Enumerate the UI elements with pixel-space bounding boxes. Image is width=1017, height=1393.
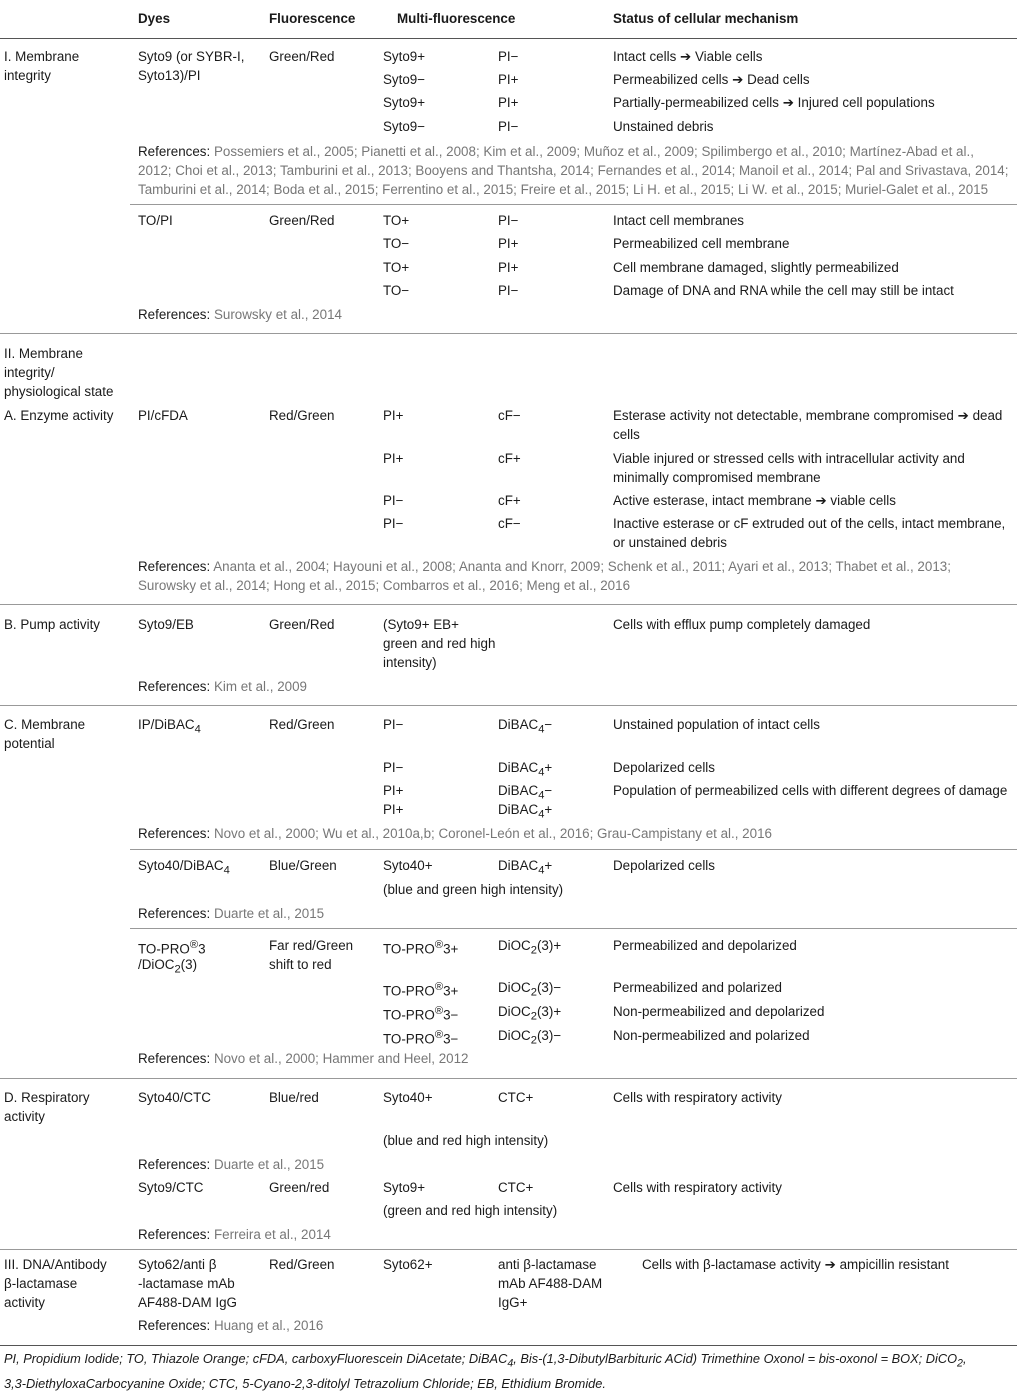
status-text: Depolarized cells <box>613 760 715 775</box>
status-text: Permeabilized cells ➔ Dead cells <box>613 72 810 87</box>
status-text: cells <box>613 427 640 442</box>
marker-b: PI+ <box>498 95 519 110</box>
category-label: physiological state <box>4 384 114 399</box>
status-text: Permeabilized cell membrane <box>613 236 790 251</box>
multi-fluorescence-value: green and red high <box>383 636 496 651</box>
references: Tamburini et al., 2014; Boda et al., 2015; Ferrentino et al., 2015; Freire et al., 2015; Li H. et al., 2015; Li W. et al., 2015; Muriel-Galet et al., 2015 <box>138 182 989 197</box>
section-rule <box>0 1078 1017 1079</box>
arrow-icon: ➔ <box>782 95 794 110</box>
dye-label: IP/DiBAC$_4$ <box>138 717 201 736</box>
status-text: Viable injured or stressed cells with intracellular activity and <box>613 451 965 466</box>
marker-b: PI+ <box>498 72 519 87</box>
marker-a: TO-PRO®3− <box>383 1029 459 1047</box>
status-text: Depolarized cells <box>613 858 715 873</box>
dye-label: TO/PI <box>138 213 173 228</box>
dye-label: Syto13)/PI <box>138 68 201 83</box>
footnote <box>4 1349 1014 1393</box>
footnote-line: 3,3-DiethyloxaCarbocyanine Oxide; CTC, 5-Cyano-2,3-ditolyl Tetrazolium Chloride; EB, Ethidium Bromide. <box>4 1375 606 1391</box>
status-text: Cells with efflux pump completely damaged <box>613 617 871 632</box>
arrow-icon: ➔ <box>732 72 744 87</box>
arrow-icon: ➔ <box>815 493 827 508</box>
marker-b: cF− <box>498 408 521 423</box>
marker-b: DiBAC$_4$− <box>498 783 553 802</box>
dye-label: Syto62/anti β <box>138 1257 217 1272</box>
header-rule <box>0 38 1017 39</box>
references: References: Novo et al., 2000; Hammer and Heel, 2012 <box>138 1051 469 1066</box>
status-text: Unstained population of intact cells <box>613 717 820 732</box>
header-multi-fluorescence: Multi-fluorescence <box>397 11 516 26</box>
section-rule <box>0 1249 1017 1250</box>
marker-a: Syto9+ <box>383 49 426 64</box>
dye-label: Syto9/EB <box>138 617 194 632</box>
marker-b: PI+ <box>498 236 519 251</box>
header-dyes: Dyes <box>138 11 171 26</box>
group-rule <box>130 928 1017 929</box>
table-bottom-rule <box>0 1345 1017 1346</box>
references: References: Ananta et al., 2004; Hayouni et al., 2008; Ananta and Knorr, 2009; Schenk et al., 2011; Ayari et al., 2013; Thabet et al., 2013; <box>138 559 951 574</box>
dye-label: PI/cFDA <box>138 408 188 423</box>
multi-fluorescence-note: (blue and green high intensity) <box>383 882 564 897</box>
fluorescence-value: Green/Red <box>269 49 335 64</box>
section-rule <box>0 705 1017 706</box>
category-label: β-lactamase <box>4 1276 78 1291</box>
multi-fluorescence-value: intensity) <box>383 655 437 670</box>
marker-a: Syto40+ <box>383 858 433 873</box>
status-text: Cells with respiratory activity <box>613 1180 782 1195</box>
marker-a: PI− <box>383 717 404 732</box>
status-text: Non-permeabilized and depolarized <box>613 1004 825 1019</box>
marker-b: DiBAC$_4$+ <box>498 802 553 821</box>
marker-a: Syto9+ <box>383 95 426 110</box>
marker-b: cF+ <box>498 451 521 466</box>
section-rule <box>0 604 1017 605</box>
marker-a: Syto62+ <box>383 1257 433 1272</box>
marker-b: CTC+ <box>498 1090 534 1105</box>
status-text: Permeabilized and depolarized <box>613 938 797 953</box>
status-text: Intact cells ➔ Viable cells <box>613 49 763 64</box>
footnote-line: PI, Propidium Iodide; TO, Thiazole Orange; cFDA, carboxyFluorescein DiAcetate; DiBAC$_4$, Bis-(1,3-DibutylBarbituric ACid) Trimethine Oxonol = bis-oxonol = BOX; DiCO$_2$, <box>4 1351 967 1370</box>
status-text: Intact cell membranes <box>613 213 744 228</box>
dye-label: Syto9/CTC <box>138 1180 204 1195</box>
arrow-icon: ➔ <box>824 1257 836 1272</box>
marker-a: Syto40+ <box>383 1090 433 1105</box>
status-text: Damage of DNA and RNA while the cell may still be intact <box>613 283 954 298</box>
references: References: Possemiers et al., 2005; Pianetti et al., 2008; Kim et al., 2009; Muñoz et al., 2009; Spilimbergo et al., 2010; Martínez-Abad et al., <box>138 144 974 159</box>
subcategory-label: A. Enzyme activity <box>4 408 114 423</box>
category-label: integrity <box>4 68 51 83</box>
status-text: Active esterase, intact membrane ➔ viable cells <box>613 493 896 508</box>
category-label: I. Membrane <box>4 49 80 64</box>
section-rule <box>0 333 1017 334</box>
status-text: Population of permeabilized cells with different degrees of damage <box>613 783 1008 798</box>
references: References: Kim et al., 2009 <box>138 679 307 694</box>
marker-a: TO-PRO®3− <box>383 1005 459 1023</box>
status-text: Cells with respiratory activity <box>613 1090 782 1105</box>
multi-fluorescence-note: (green and red high intensity) <box>383 1203 558 1218</box>
marker-b: DiBAC$_4$+ <box>498 760 553 779</box>
dye-label: TO-PRO®3 <box>138 939 206 957</box>
status-text: Partially-permeabilized cells ➔ Injured cell populations <box>613 95 935 110</box>
marker-a: PI− <box>383 760 404 775</box>
references: References: Duarte et al., 2015 <box>138 906 325 921</box>
marker-a: PI+ <box>383 451 404 466</box>
references: References: Surowsky et al., 2014 <box>138 307 342 322</box>
marker-b: DiOC$_2$(3)+ <box>498 1004 562 1023</box>
marker-b: DiOC$_2$(3)− <box>498 980 562 999</box>
references: References: Duarte et al., 2015 <box>138 1157 325 1172</box>
marker-b: cF+ <box>498 493 521 508</box>
group-rule <box>130 849 1017 850</box>
marker-a: PI+ <box>383 408 404 423</box>
fluorescence-value: Far red/Green <box>269 938 354 953</box>
marker-b: DiOC$_2$(3)− <box>498 1028 562 1047</box>
marker-b: mAb AF488-DAM <box>498 1276 603 1291</box>
subcategory-label: potential <box>4 736 55 751</box>
status-text: Cells with β-lactamase activity ➔ ampicillin resistant <box>642 1257 949 1272</box>
dye-label: Syto40/DiBAC$_4$ <box>138 858 230 877</box>
fluorescence-value: Green/Red <box>269 617 335 632</box>
category-label: III. DNA/Antibody <box>4 1257 107 1272</box>
header-fluorescence: Fluorescence <box>269 11 356 26</box>
marker-b: anti β-lactamase <box>498 1257 597 1272</box>
marker-a: TO-PRO®3+ <box>383 939 459 957</box>
marker-a: TO+ <box>383 213 410 228</box>
status-text: minimally compromised membrane <box>613 470 821 485</box>
fluorescence-value: Blue/red <box>269 1090 319 1105</box>
marker-a: PI+ <box>383 802 404 817</box>
status-text: Permeabilized and polarized <box>613 980 782 995</box>
marker-b: CTC+ <box>498 1180 534 1195</box>
references: References: Huang et al., 2016 <box>138 1318 324 1333</box>
references: References: Novo et al., 2000; Wu et al., 2010a,b; Coronel-León et al., 2016; Grau-Campistany et al., 2016 <box>138 826 772 841</box>
status-text: Non-permeabilized and polarized <box>613 1028 810 1043</box>
marker-a: PI+ <box>383 783 404 798</box>
subcategory-label: B. Pump activity <box>4 617 100 632</box>
status-text: Esterase activity not detectable, membrane compromised ➔ dead <box>613 408 1003 423</box>
arrow-icon: ➔ <box>680 49 692 64</box>
fluorescence-value: Blue/Green <box>269 858 337 873</box>
references: 2012; Choi et al., 2013; Tamburini et al., 2013; Booyens and Thantsha, 2014; Fernandes et al., 2014; Manoil et al., 2014; Pal and Srivastava, 2014; <box>138 163 1009 178</box>
marker-a: PI− <box>383 516 404 531</box>
fluorescence-value: Red/Green <box>269 408 335 423</box>
marker-a: TO-PRO®3+ <box>383 981 459 999</box>
marker-a: TO+ <box>383 260 410 275</box>
category-label: integrity/ <box>4 365 55 380</box>
arrow-icon: ➔ <box>957 408 969 423</box>
marker-b: PI− <box>498 49 519 64</box>
dye-label: Syto40/CTC <box>138 1090 211 1105</box>
fluorescence-value: Green/Red <box>269 213 335 228</box>
dye-label: AF488-DAM IgG <box>138 1295 237 1310</box>
marker-b: PI− <box>498 119 519 134</box>
status-text: or unstained debris <box>613 535 727 550</box>
subcategory-label: activity <box>4 1109 45 1124</box>
subcategory-label: C. Membrane <box>4 717 86 732</box>
status-text: Unstained debris <box>613 119 714 134</box>
marker-b: DiOC$_2$(3)+ <box>498 938 562 957</box>
marker-a: PI− <box>383 493 404 508</box>
header-status: Status of cellular mechanism <box>613 11 799 26</box>
fluorescence-value: Green/red <box>269 1180 330 1195</box>
marker-b: PI+ <box>498 260 519 275</box>
dye-label: Syto9 (or SYBR-I, <box>138 49 245 64</box>
category-label: activity <box>4 1295 45 1310</box>
multi-fluorescence-value: (Syto9+ EB+ <box>383 617 459 632</box>
marker-b: DiBAC$_4$+ <box>498 858 553 877</box>
multi-fluorescence-note: (blue and red high intensity) <box>383 1133 549 1148</box>
fluorescence-value: shift to red <box>269 957 332 972</box>
marker-b: IgG+ <box>498 1295 528 1310</box>
marker-a: TO− <box>383 283 410 298</box>
marker-b: DiBAC$_4$− <box>498 717 553 736</box>
references: References: Ferreira et al., 2014 <box>138 1227 331 1242</box>
subcategory-label: D. Respiratory <box>4 1090 90 1105</box>
dye-label: -lactamase mAb <box>138 1276 235 1291</box>
fluorescence-value: Red/Green <box>269 717 335 732</box>
marker-a: Syto9− <box>383 119 426 134</box>
marker-b: PI− <box>498 283 519 298</box>
category-label: II. Membrane <box>4 346 83 361</box>
fluorescence-value: Red/Green <box>269 1257 335 1272</box>
marker-a: Syto9+ <box>383 1180 426 1195</box>
references: Surowsky et al., 2014; Hong et al., 2015; Combarros et al., 2016; Meng et al., 2016 <box>138 578 631 593</box>
dye-label: /DiOC$_2$(3) <box>138 957 198 976</box>
status-text: Cell membrane damaged, slightly permeabilized <box>613 260 899 275</box>
marker-b: PI− <box>498 213 519 228</box>
marker-b: cF− <box>498 516 521 531</box>
marker-a: TO− <box>383 236 410 251</box>
group-rule <box>130 204 1017 205</box>
status-text: Inactive esterase or cF extruded out of the cells, intact membrane, <box>613 516 1006 531</box>
marker-a: Syto9− <box>383 72 426 87</box>
